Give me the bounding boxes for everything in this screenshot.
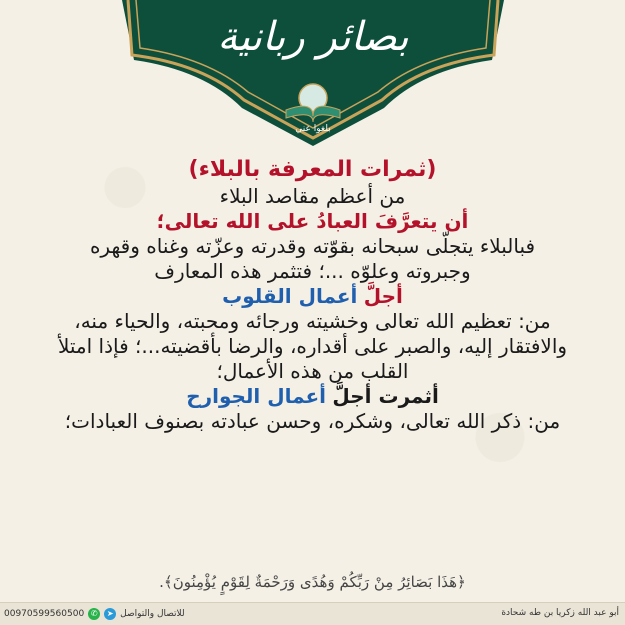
heading-limb-deeds [20,384,605,409]
telegram-icon[interactable]: ➤ [104,608,116,620]
text-line-3: فبالبلاء يتجلّى سبحانه بقوّته وقدرته وعزّته وغناه وقهره [89,233,536,258]
phone-number: 00970599560500 [4,609,85,619]
text-line-2: أن يتعرَّفَ العبادُ على الله تعالى؛ [156,208,469,233]
page-title: (ثمرات المعرفة بالبلاء) [188,157,437,182]
whatsapp-icon[interactable]: ✆ [88,608,100,620]
text-line-5: من: تعظيم الله تعالى وخشيته ورجائه ومحبته، والحياء منه، [74,308,551,333]
text-line-6: والافتقار إليه، والصبر على أقداره، والرضا بأقضيته...؛ فإذا امتلأ [57,333,568,358]
text-line-7: القلب من هذه الأعمال؛ [216,358,409,383]
heading-2-main: أعمال الجوارح [186,383,327,408]
footer [0,602,625,625]
contact-label: للاتصال والتواصل [120,609,185,619]
quran-verse: ﴿هَذَا بَصَائِرُ مِنْ رَبِّكُمْ وَهُدًى وَرَحْمَةٌ لِقَوْمٍ يُؤْمِنُونَ﴾. [159,573,466,591]
logo [280,80,346,136]
heading-2-prefix: أثمرت أجلَّ [332,383,439,408]
author-name: أبو عبد الله زكريا بن طه شحادة [501,608,619,618]
text-line-1: من أعظم مقاصد البلاء [219,183,406,208]
text-line-4: وجبروته وعلوّه ...؛ فتثمر هذه المعارف [154,258,471,283]
main-content [20,150,605,434]
logo-caption: بلغوا عني [295,124,331,134]
footer-contact [4,608,185,620]
text-line-8: من: ذكر الله تعالى، وشكره، وحسن عبادته بصنوف العبادات؛ [64,408,561,433]
heading-1-prefix: أجلَّ [363,283,403,308]
heading-heart-deeds [20,284,605,309]
banner-title: بصائر ربانية [217,14,409,60]
heading-1-main: أعمال القلوب [222,283,358,308]
book-icon [280,80,346,124]
